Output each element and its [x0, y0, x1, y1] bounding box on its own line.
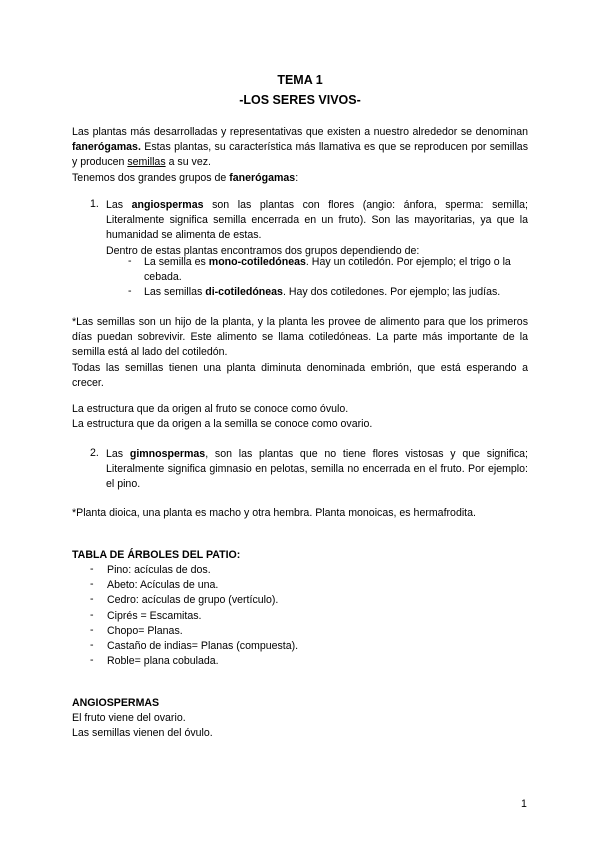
structure-paragraph: La estructura que da origen al fruto se conoce como óvulo. La estructura que da origen a la semilla se conoce como ovario.	[72, 403, 373, 431]
tree-list-item: Abeto: Acículas de una.	[107, 579, 219, 592]
list-number-1: 1.	[90, 198, 99, 210]
tree-list-item: Cedro: acículas de grupo (vertículo).	[107, 594, 279, 607]
bullet-dash: -	[90, 623, 94, 636]
tree-list-item: Pino: acículas de dos.	[107, 564, 211, 576]
angiospermas-notes: El fruto viene del ovario. Las semillas vienen del óvulo.	[72, 712, 213, 740]
angiospermas-paragraph: Las angiospermas son las plantas con flores (angio: ánfora, sperma: semilla; Literalmente significa semilla encerrada en un fruto). Son las mayoritarias, ya que la humanidad se alimenta de estas. Dentro de estas plantas encontramos dos grupos dependiendo de:	[106, 198, 528, 259]
mono-cotiledonea-item: La semilla es mono-cotiledóneas. Hay un cotiledón. Por ejemplo; el trigo o la cebada.	[144, 256, 511, 284]
page-title: TEMA 1	[277, 73, 323, 87]
tree-list-item: Castaño de indias= Planas (compuesta).	[107, 640, 299, 652]
page-number: 1	[521, 798, 527, 810]
trees-heading: TABLA DE ÁRBOLES DEL PATIO:	[72, 549, 241, 561]
bullet-dash: -	[128, 255, 132, 267]
tree-list-item: Roble= plana cobulada.	[107, 655, 219, 668]
di-cotiledonea-item: Las semillas di-cotiledóneas. Hay dos cotiledones. Por ejemplo; las judías.	[144, 286, 501, 298]
bullet-dash: -	[90, 578, 94, 591]
bullet-dash: -	[90, 639, 94, 651]
bullet-dash: -	[90, 563, 94, 575]
angiospermas-heading: ANGIOSPERMAS	[72, 697, 160, 709]
intro-paragraph: Las plantas más desarrolladas y representativas que existen a nuestro alrededor se denominan fanerógamas. Estas plantas, su característica más llamativa es que se reproducen por semillas y producen semillas a su vez. Tenemos dos grandes grupos de fanerógamas:	[72, 126, 528, 184]
gimnospermas-paragraph: Las gimnospermas, son las plantas que no tiene flores vistosas y que significa; Literalmente significa gimnasio en pelotas, semilla no encerrada en el fruto. Por ejemplo: el pino.	[106, 448, 528, 491]
page-subtitle: -LOS SERES VIVOS-	[239, 93, 361, 107]
tree-list-item: Ciprés = Escamitas.	[107, 609, 202, 622]
tree-list-item: Chopo= Planas.	[107, 624, 183, 637]
bullet-dash: -	[90, 593, 94, 606]
dioica-note: *Planta dioica, una planta es macho y otra hembra. Planta monoicas, es hermafrodita.	[72, 507, 476, 519]
list-number-2: 2.	[90, 447, 99, 459]
bullet-dash: -	[90, 654, 94, 667]
groups-intro: Dentro de estas plantas encontramos dos grupos dependiendo de:	[106, 244, 420, 257]
seeds-paragraph: *Las semillas son un hijo de la planta, y la planta les provee de alimento para que los primeros días puedan sobrevivir. Este alimento se llama cotiledóneas. La parte más importante de la semilla está al lado del cotiledón. Todas las semillas tienen una planta diminuta denominada embrión, que está esperando a crecer.	[72, 316, 528, 389]
bullet-dash: -	[90, 608, 94, 621]
bullet-dash: -	[128, 285, 132, 297]
